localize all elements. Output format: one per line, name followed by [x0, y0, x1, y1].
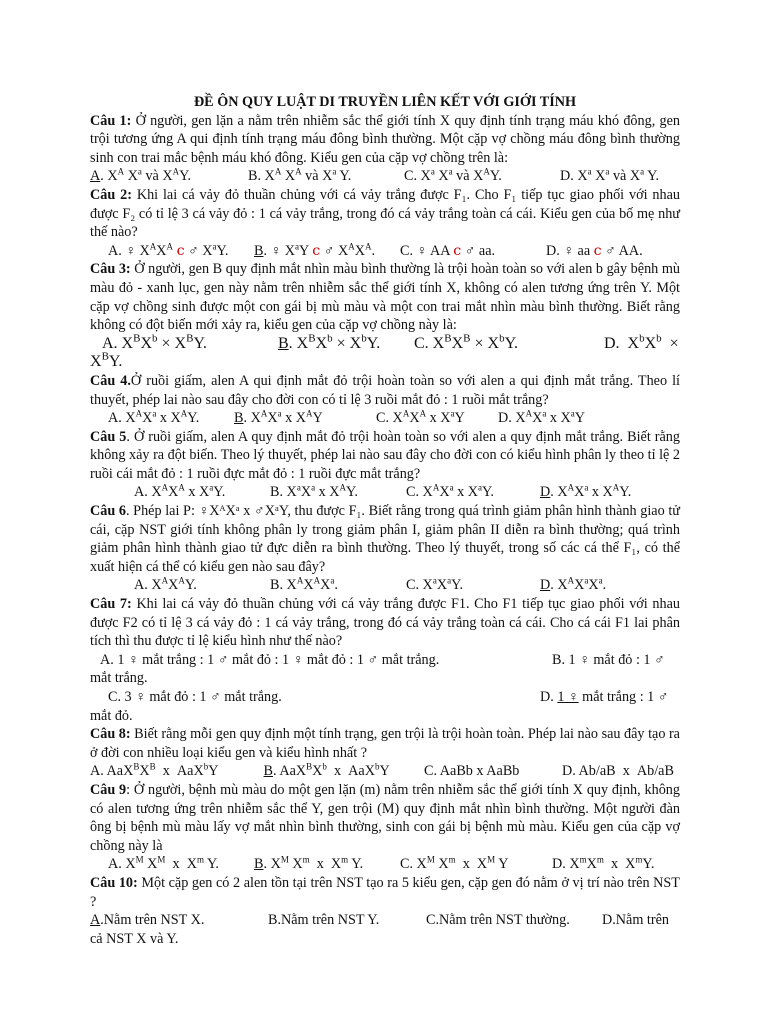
answer-d-continued: cả NST X và Y. [90, 930, 179, 947]
question-5 [90, 428, 680, 484]
answer-a: A. 1 ♀ mắt trắng : 1 ♂ mắt đỏ : 1 ♀ mắt đỏ : 1 ♂ mắt trắng. [100, 651, 440, 668]
question-label: Câu 9 [90, 781, 127, 798]
question-text: Ở người, gen lặn a nằm trên nhiễm sắc thể giới tính X quy định tính trạng máu khó đông, gen trội tương ứng A qui định tính trạng máu đông bình thường. Một cặp vợ chồng máu đông bình thường sinh con trai mắc bệnh máu khó đông. Kiểu gen của cặp vợ chồng trên là: [90, 112, 680, 166]
answers-8 [90, 762, 680, 781]
question-2 [90, 186, 680, 242]
question-7 [90, 595, 680, 651]
answer-b: B. $X^AX^a$ x $X^AY$ [234, 408, 323, 427]
answer-b: B. $AaX^BX^b$ x AaX$^b$Y [263, 761, 390, 780]
answer-b: B.Nằm trên NST Y. [268, 912, 380, 929]
answer-d: D. $X^AX^a$ x $X^AY$. [540, 482, 632, 501]
question-1 [90, 112, 680, 168]
answer-b: B. $X^AX^AX^a$. [270, 575, 338, 594]
answer-c: C. $X^AX^A$ x $X^aY$ [376, 408, 465, 427]
answer-a: A. $X^AX^AY$. [134, 575, 197, 594]
answer-b: B. ♀ $X^aY$ ⅽ ♂ $X^AX^A$. [254, 241, 376, 259]
answer-a: A. $X^AX^a$ x $X^AY$. [108, 408, 200, 427]
question-label: Câu 4. [90, 372, 131, 389]
answer-c: C. $X^a$ $X^a$ và $X^AY$. [404, 166, 502, 185]
question-6 [90, 502, 680, 576]
question-label: Câu 6 [90, 503, 126, 520]
answers-2 [90, 242, 680, 261]
answer-d: D. $X^bX^b$ × [604, 332, 679, 352]
answer-a: A. $AaX^BX^B$ x AaX$^b$Y [90, 761, 219, 780]
question-8 [90, 725, 680, 762]
question-text: Biết rằng mỗi gen quy định một tính trạng, gen trội là trội hoàn toàn. Phép lai nào sau đây tạo ra ở đời con nhiều loại kiểu gen và kiểu hình nhất ? [90, 726, 680, 761]
question-label: Câu 5 [90, 428, 127, 445]
answer-d: D. $X^a$ $X^a$ và $X^a$ Y. [560, 166, 660, 185]
answer-c: C. $X^aX^aY$. [406, 575, 464, 594]
answer-b: B. 1 ♀ mắt đỏ : 1 ♂ [552, 651, 665, 668]
question-label: Câu 10: [90, 874, 138, 891]
question-label: Câu 2: [90, 186, 132, 203]
answer-c: C. 3 ♀ mắt đỏ : 1 ♂ mắt trắng. [108, 689, 282, 705]
answer-d-continued: $X^BY$. [90, 350, 123, 371]
answer-c: C. $X^BX^B \times X^bY$. [414, 332, 519, 352]
answer-b: B. $X^BX^b \times X^bY$. [278, 332, 381, 352]
question-text: Một cặp gen có 2 alen tồn tại trên NST tạo ra 5 kiểu gen, cặp gen đó nằm ở vị trí nào trên NST ? [90, 874, 680, 910]
answers-7-ab [90, 651, 680, 670]
answer-a: A. $X^AX^A$ x $X^aY$. [134, 482, 226, 501]
question-text: Khi lai cá vảy đỏ thuần chủng với cá vảy trắng được F₁. Cho F₁ tiếp tục giao phối với nhau được F₂ có tỉ lệ 3 cá vảy đỏ : 1 cá vảy trắng, trong đó cá vảy trắng toàn cá cái. Kiểu gen của bố mẹ như thế nào? [90, 186, 680, 241]
question-text: Khi lai cá vảy đỏ thuần chủng với cá vảy trắng được F1. Cho F1 tiếp tục giao phối với nhau được F2 có tỉ lệ 3 cá vảy đỏ : 1 cá vảy trắng, trong đó cá vảy trắng toàn cá cái. Cho cá cái F1 lai phân tích thì thu được tỉ lệ kiểu hình như thế nào? [90, 596, 680, 650]
answer-d: D. $X^AX^aX^a$. [540, 575, 607, 594]
answers-5 [90, 483, 680, 502]
answer-c: C. $X^M$ $X^m$ x $X^M$ Y [400, 854, 509, 873]
answer-d: D. 1 ♀ mắt trắng : 1 ♂ [540, 689, 669, 705]
answer-d: D. $X^mX^m$ x $X^mY$. [552, 854, 655, 873]
answer-b: B. $X^A$ $X^A$ và $X^a$ Y. [248, 166, 352, 185]
answer-c: C. ♀ AA ⅽ ♂ aa. [400, 242, 496, 259]
question-text: . Ở ruồi giấm, alen A quy định mắt đỏ trội hoàn toàn so với alen a quy định mắt trắng. Biết rằng không xảy ra đột biến. Theo lý thuyết, phép lai nào sau đây cho đời con có kiểu hình phân ly theo tỉ lệ 2 ruồi cái mắt đỏ : 1 ruồi đực mắt đỏ : 1 ruồi đực mắt trắng? [90, 428, 680, 482]
question-10 [90, 874, 680, 911]
answer-a: A.Nằm trên NST X. [90, 912, 205, 929]
document [90, 93, 680, 948]
answer-a: A. $X^M$ $X^M$ x $X^m$ Y. [108, 854, 219, 873]
question-text: Ở người, gen B quy định mắt nhìn màu bình thường là trội hoàn toàn so với alen b gây bệnh mù màu đỏ - xanh lục, gen này nằm trên nhiễm sắc thể giới tính X, không có alen tương ứng trên Y. Một cặp vợ chồng sinh được một con gái bị mù màu và một con trai mắt nhìn màu bình thường. Biết rằng không có đột biến mới xảy ra, kiểu gen của cặp vợ chồng này là: [90, 261, 680, 334]
answer-b: B. $X^aX^a$ x $X^AY$. [270, 482, 358, 501]
answer-b-continued: mắt trắng. [90, 670, 148, 687]
answers-1 [90, 167, 680, 186]
answer-d: D. ♀ aa ⅽ ♂ AA. [546, 242, 643, 259]
question-label: Câu 8: [90, 726, 131, 743]
question-9 [90, 781, 680, 855]
answer-d: D. $X^AX^a$ x $X^aY$ [498, 408, 586, 427]
answer-d: D. Ab/aB x Ab/aB [562, 763, 674, 780]
answer-d-continued: mắt đỏ. [90, 707, 133, 724]
answer-c: C. $X^AX^a$ x $X^aY$. [406, 482, 494, 501]
answer-a: A. $X^A$ $X^a$ và $X^AY$. [90, 166, 192, 185]
answers-6 [90, 576, 680, 595]
answers-10 [90, 911, 680, 930]
question-text: . Phép lai P: ♀XᴬXᵃ x ♂XᵃY, thu được F₁. Biết rằng trong quá trình giảm phân hình thành giao tử cái, cặp NST giới tính không phân ly trong giảm phân I, giảm phân II diễn ra bình thường; quá trình giảm phân hình thành giao tử đực diễn ra bình thường. Theo lý thuyết, trong số các cá thể F₁, có thể xuất hiện cá thể có kiểu gen nào sau đây? [90, 503, 680, 575]
answers-9 [90, 855, 680, 874]
question-label: Câu 7: [90, 596, 132, 613]
question-4 [90, 372, 680, 409]
question-3 [90, 260, 680, 334]
answer-b: B. $X^M$ $X^m$ x $X^m$ Y. [254, 854, 364, 873]
question-text: : Ở người, bệnh mù màu do một gen lặn (m) nằm trên nhiễm sắc thể giới tính X quy định, không có alen tương ứng trên nhiễm sắc thể Y, gen trội (M) quy định mắt nhìn bình thường. Một người đàn ông bị bệnh mù màu lấy vợ mắt nhìn bình thường, sinh con gái bị bệnh mù màu. Kiểu gen của cặp vợ chồng này là [90, 781, 680, 854]
answers-4 [90, 409, 680, 428]
question-label: Câu 1: [90, 112, 132, 129]
question-label: Câu 3: [90, 261, 131, 278]
question-text: Ở ruồi giấm, alen A qui định mắt đỏ trội hoàn toàn so với alen a qui định mắt trắng. Theo lí thuyết, phép lai nào sau đây cho đời con có tỉ lệ 3 ruồi mắt đỏ : 1 ruồi mắt trắng? [90, 372, 680, 408]
answers-7-cd [90, 688, 680, 707]
answer-a: A. ♀ $X^AX^A$ ⅽ ♂ $X^aY$. [108, 241, 229, 259]
page-title: ĐỀ ÔN QUY LUẬT DI TRUYỀN LIÊN KẾT VỚI GIỚI TÍNH [193, 94, 577, 110]
answer-d: D.Nằm trên [602, 912, 669, 929]
answers-3 [90, 332, 680, 354]
answer-a: A. $X^BX^b \times X^BY$. [102, 332, 207, 352]
answer-c: C.Nằm trên NST thường. [426, 912, 570, 929]
answer-c: C. AaBb x AaBb [424, 763, 520, 780]
